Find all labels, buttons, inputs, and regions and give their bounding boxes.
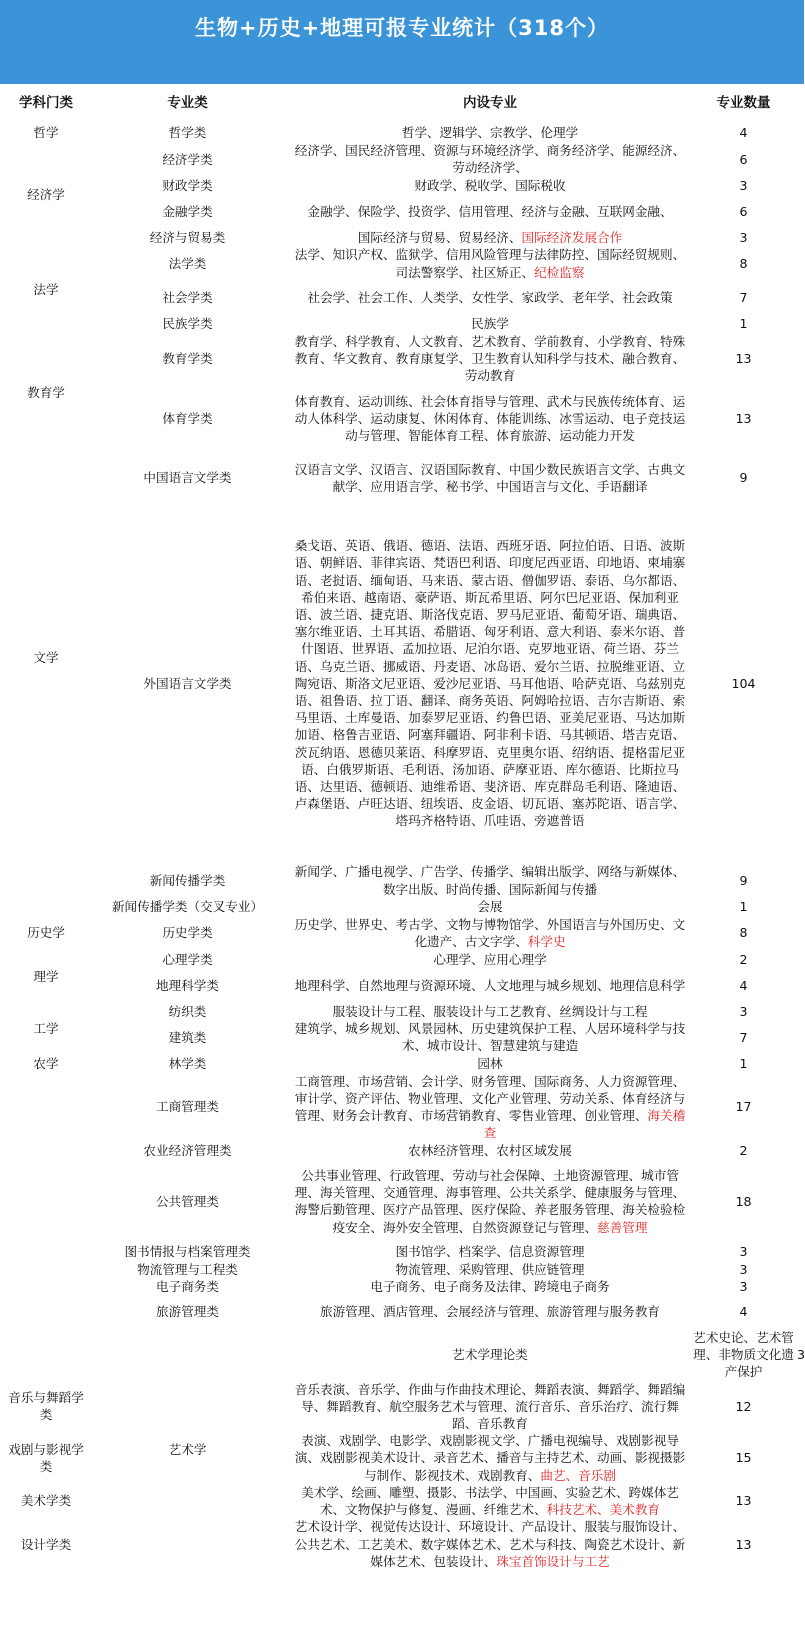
majors-text: 民族学 [471,316,509,332]
table-row [7,1243,797,1260]
majors-text: 体育教育、运动训练、社会体育指导与管理、武术与民族传统体育、运动人体科学、运动康复、休闲体育、体能训练、冰雪运动、电子竞技运动与管理、智能体育工程、体育旅游、运动能力开发 [294,393,686,444]
table-row [7,176,797,194]
majors-text: 财政学、税收学、国际税收 [414,177,566,193]
new-major-highlight: 曲艺、音乐剧 [540,1467,616,1483]
table-row [7,124,797,142]
majors-cell [290,1055,690,1073]
major-class-cell: 公共管理类 [156,1193,219,1209]
majors-cell [290,384,690,452]
majors-cell [290,1432,690,1484]
table-row [7,1278,797,1295]
discipline-cell [7,1073,85,1381]
major-count-cell: 2 [739,1142,748,1158]
discipline-cell: 哲学 [33,125,59,141]
majors-cell [290,1073,690,1142]
major-count-cell: 18 [735,1193,752,1209]
new-major-highlight: 科学史 [527,934,566,950]
majors-cell [290,1020,690,1054]
discipline-cell: 经济学 [27,186,65,202]
table-row: 艺术学 艺术学理论类 艺术史论、艺术管理、非物质文化遗产保护 3 [7,1329,797,1381]
majors-cell [290,315,690,333]
majors-cell [290,452,690,503]
header-majors: 内设专业 [463,95,517,112]
table-row [7,1020,797,1054]
major-count-cell: 3 [739,1244,748,1260]
table-row [7,384,797,452]
major-class-cell: 农业经济管理类 [143,1142,232,1158]
majors-text: 国际经济与贸易、贸易经济、 [357,229,522,245]
discipline-cell: 文学 [33,650,59,666]
major-class-cell: 艺术学理论类 [452,1347,528,1363]
majors-cell [290,1278,690,1295]
title-banner [0,0,804,84]
majors-text: 电子商务、电子商务及法律、跨境电子商务 [370,1278,610,1294]
majors-cell [290,176,690,194]
major-count-cell: 3 [739,1261,748,1277]
discipline-cell: 法学 [33,282,59,297]
table-header-row [7,84,797,124]
major-count-cell: 13 [735,410,752,426]
new-major-highlight: 慈善管理 [597,1219,648,1235]
major-count-cell: 6 [739,151,748,167]
major-class-cell: 旅游管理类 [156,1304,219,1320]
header-major-class: 专业类 [167,95,208,112]
majors-cell [290,1381,690,1433]
new-major-highlight: 海关稽查 [483,1108,686,1141]
majors-text: 社会学、社会工作、人类学、女性学、家政学、老年学、社会政策 [307,290,673,306]
discipline-cell: 艺术学 [168,1441,207,1457]
major-class-cell: 经济与贸易类 [149,229,226,245]
major-count-cell: 6 [739,203,748,219]
majors-text: 哲学、逻辑学、宗教学、伦理学 [401,125,579,141]
major-class-cell: 法学类 [168,256,207,271]
majors-cell [290,194,690,228]
major-count-cell: 7 [739,1029,748,1045]
table-row [7,503,797,863]
discipline-cell: 教育学 [27,385,65,401]
major-count-cell: 13 [735,351,752,367]
majors-cell [290,246,690,280]
major-class-cell: 物流管理与工程类 [137,1261,238,1277]
majors-text: 公共事业管理、行政管理、劳动与社会保障、土地资源管理、城市管理、海关管理、交通管理、海事管理、公共关系学、健康服务与管理、海警后勤管理、医疗产品管理、医疗保险、养老服务管理、海关检验检疫安全、海外安全管理、自然资源登记与管理、 [294,1168,686,1235]
major-class-cell: 财政学类 [162,177,213,193]
majors-cell [290,1141,690,1159]
major-count-cell: 4 [739,977,748,993]
discipline-cell: 农学 [33,1056,59,1072]
majors-cell [290,1484,690,1518]
table-row [7,1002,797,1020]
table-row [7,281,797,315]
majors-text: 音乐表演、音乐学、作曲与作曲技术理论、舞蹈表演、舞蹈学、舞蹈编导、舞蹈教育、航空服务艺术与管理、流行音乐、音乐治疗、流行舞蹈、音乐教育 [294,1381,686,1432]
major-count-cell: 2 [739,951,748,967]
majors-text: 美术学、绘画、雕塑、摄影、书法学、中国画、实验艺术、跨媒体艺术、文物保护与修复、漫画、纤维艺术、 [301,1484,679,1518]
majors-cell [290,281,690,315]
majors-cell [290,1159,690,1243]
major-class-cell: 纺织类 [168,1003,207,1019]
major-class-cell: 音乐与舞蹈学类 [8,1390,84,1423]
majors-cell [290,228,690,246]
major-class-cell: 新闻传播学类（交叉专业） [111,899,264,915]
table-row [7,863,797,897]
majors-text: 教育学、科学教育、人文教育、艺术教育、学前教育、小学教育、特殊教育、华文教育、教育康复学、卫生教育认知科学与技术、融合教育、劳动教育 [294,333,686,384]
new-major-highlight: 纪检监察 [534,264,585,280]
table-row [7,950,797,968]
major-class-cell: 社会学类 [162,290,213,306]
majors-text: 服装设计与工程、服装设计与工艺教育、丝绸设计与工程 [332,1003,648,1019]
major-count-cell: 7 [739,290,748,306]
major-count-cell: 104 [731,675,756,691]
majors-cell [290,1002,690,1020]
table-row [7,315,797,333]
table-row [7,194,797,228]
majors-text: 金融学、保险学、投资学、信用管理、经济与金融、互联网金融、 [307,203,673,219]
major-count-cell: 8 [739,256,748,271]
major-count-cell: 17 [735,1099,752,1115]
major-class-cell: 哲学类 [168,125,207,141]
majors-cell [290,863,690,897]
majors-cell [290,1261,690,1278]
majors-cell [290,968,690,1002]
major-class-cell: 外国语言文学类 [143,675,232,691]
majors-text: 桑戈语、英语、俄语、德语、法语、西班牙语、阿拉伯语、日语、波斯语、朝鲜语、菲律宾语、梵语巴利语、印度尼西亚语、印地语、柬埔寨语、老挝语、缅甸语、马来语、蒙古语、僧伽罗语、泰语、乌尔都语、希伯来语、越南语、豪萨语、斯瓦希里语、阿尔巴尼亚语、保加利亚语、波兰语、捷克语、斯洛伐克语、罗马尼亚语、葡萄牙语、瑞典语、塞尔维亚语、土耳其语、希腊语、匈牙利语、意大利语、泰米尔语、普什图语、世界语、孟加拉语、尼泊尔语、克罗地亚语、荷兰语、芬兰语、乌克兰语、挪威语、丹麦语、冰岛语、爱尔兰语、拉脱维亚语、立陶宛语、斯洛文尼亚语、爱沙尼亚语、马耳他语、哈萨克语、乌兹别克语、祖鲁语、拉丁语、翻译、商务英语、阿姆哈拉语、吉尔吉斯语、索马里语、土库曼语、加泰罗尼亚语、约鲁巴语、亚美尼亚语、马达加斯加语、格鲁吉亚语、阿塞拜疆语、阿非利卡语、马其顿语、塔吉克语、茨瓦纳语、恩德贝莱语、科摩罗语、克里奥尔语、绍纳语、提格雷尼亚语、白俄罗斯语、毛利语、汤加语、萨摩亚语、库尔德语、比斯拉马语、达里语、德顿语、迪维希语、斐济语、库克群岛毛利语、隆迪语、卢森堡语、卢旺达语、纽埃语、皮金语、切瓦语、塞苏陀语、语言学、塔玛齐格特语、爪哇语、旁遮普语 [294,538,686,829]
majors-text: 农林经济管理、农村区域发展 [408,1142,572,1158]
majors-text: 建筑学、城乡规划、风景园林、历史建筑保护工程、人居环境科学与技术、城市设计、智慧建筑与建造 [294,1021,686,1054]
majors-text: 历史学、世界史、考古学、文物与博物馆学、外国语言与外国历史、文化遗产、古文字学、 [294,916,686,950]
majors-text: 新闻学、广播电视学、广告学、传播学、编辑出版学、网络与新媒体、数字出版、时尚传播、国际新闻与传播 [294,864,686,897]
major-class-cell: 戏剧与影视学类 [8,1441,84,1475]
major-count-cell: 3 [739,1278,748,1294]
major-count-cell: 3 [739,177,748,193]
majors-cell [290,503,690,863]
major-class-cell: 教育学类 [162,351,213,367]
majors-table [7,84,805,1570]
majors-cell [290,1518,690,1570]
majors-text: 法学、知识产权、监狱学、信用风险管理与法律防控、国际经贸规则、司法警察学、社区矫正、 [294,247,686,280]
majors-text: 经济学、国民经济管理、资源与环境经济学、商务经济学、能源经济、劳动经济学、 [294,143,686,176]
majors-text: 表演、戏剧学、电影学、戏剧影视文学、广播电视编导、戏剧影视导演、戏剧影视美术设计、录音艺术、播音与主持艺术、动画、影视摄影与制作、影视技术、戏剧教育、 [294,1433,686,1483]
major-count-cell: 9 [739,873,748,889]
major-class-cell: 新闻传播学类 [149,873,226,889]
header-count: 专业数量 [716,95,771,112]
majors-cell [290,1295,690,1329]
majors-cell [290,333,690,385]
new-major-highlight: 科技艺术、美术教育 [546,1502,661,1518]
majors-text: 艺术史论、艺术管理、非物质文化遗产保护 [693,1330,794,1380]
majors-text: 物流管理、采购管理、供应链管理 [395,1261,585,1277]
table-row [7,968,797,1002]
major-class-cell: 中国语言文学类 [143,470,232,486]
major-count-cell: 12 [735,1398,752,1414]
discipline-cell: 历史学 [27,925,65,941]
major-class-cell: 电子商务类 [156,1278,219,1294]
major-class-cell: 林学类 [168,1056,207,1072]
table-row [7,1055,797,1073]
table-row [7,1141,797,1159]
table-row [7,142,797,176]
discipline-cell: 理学 [33,968,59,984]
table-row [7,898,797,916]
major-class-cell: 地理科学类 [156,977,219,993]
table-row [7,246,797,280]
majors-cell [690,1329,797,1381]
majors-text: 汉语言文学、汉语言、汉语国际教育、中国少数民族语言文学、古典文献学、应用语言学、秘书学、中国语言与文化、手语翻译 [294,461,686,494]
table-row [7,1261,797,1278]
table-row [7,333,797,385]
table-row [7,228,797,246]
header-discipline: 学科门类 [19,95,73,112]
majors-text: 图书馆学、档案学、信息资源管理 [395,1244,585,1260]
majors-text: 旅游管理、酒店管理、会展经济与管理、旅游管理与服务教育 [319,1304,661,1320]
major-count-cell: 15 [735,1450,752,1466]
table-row [7,1159,797,1243]
major-count-cell: 13 [735,1536,752,1552]
major-class-cell: 设计学类 [20,1536,72,1552]
major-count-cell: 13 [735,1493,752,1509]
major-count-cell: 1 [739,899,748,915]
majors-cell [290,916,690,950]
majors-text: 地理科学、自然地理与资源环境、人文地理与城乡规划、地理信息科学 [294,977,686,993]
major-class-cell: 历史学类 [162,925,213,941]
major-count-cell: 4 [739,1304,748,1320]
table-body [7,124,805,1570]
majors-text: 艺术设计学、视觉传达设计、环境设计、产品设计、服装与服饰设计、公共艺术、工艺美术、数字媒体艺术、艺术与科技、陶瓷艺术设计、新媒体艺术、包装设计、 [294,1519,686,1569]
major-class-cell: 建筑类 [168,1029,207,1045]
table-row [7,452,797,503]
major-count-cell: 1 [739,1056,748,1072]
major-class-cell: 工商管理类 [156,1099,219,1115]
major-class-cell: 心理学类 [162,951,213,967]
majors-text: 园林 [477,1056,503,1072]
majors-cell [290,1243,690,1260]
majors-cell [290,898,690,916]
major-count-cell: 8 [739,925,748,941]
majors-cell [290,124,690,142]
major-count-cell: 4 [739,125,748,141]
new-major-highlight: 国际经济发展合作 [521,229,623,245]
majors-text: 会展 [477,899,503,915]
major-class-cell: 民族学类 [162,316,213,332]
major-class-cell: 美术学类 [20,1493,72,1509]
table-row [7,916,797,950]
major-count-cell: 3 [739,1003,748,1019]
discipline-cell: 工学 [33,1020,59,1036]
major-class-cell: 图书情报与档案管理类 [124,1244,251,1260]
majors-cell [290,950,690,968]
major-count-cell: 3 [739,229,748,245]
major-class-cell: 经济学类 [162,151,213,167]
majors-cell [290,142,690,176]
major-count-cell: 9 [739,470,748,486]
majors-text: 工商管理、市场营销、会计学、财务管理、国际商务、人力资源管理、审计学、资产评估、物业管理、文化产业管理、劳动关系、体育经济与管理、财务会计教育、市场营销教育、零售业管理、创业管理、 [294,1073,686,1124]
discipline-cell [7,863,85,915]
table-row [7,1073,797,1142]
page-title: 生物+历史+地理可报专业统计（318个） [194,16,610,40]
major-count-cell: 1 [739,316,748,332]
new-major-highlight: 珠宝首饰设计与工艺 [496,1553,610,1569]
major-class-cell: 金融学类 [162,203,213,219]
majors-text: 心理学、应用心理学 [433,951,547,967]
major-class-cell: 体育学类 [162,410,213,426]
table-row [7,1295,797,1329]
